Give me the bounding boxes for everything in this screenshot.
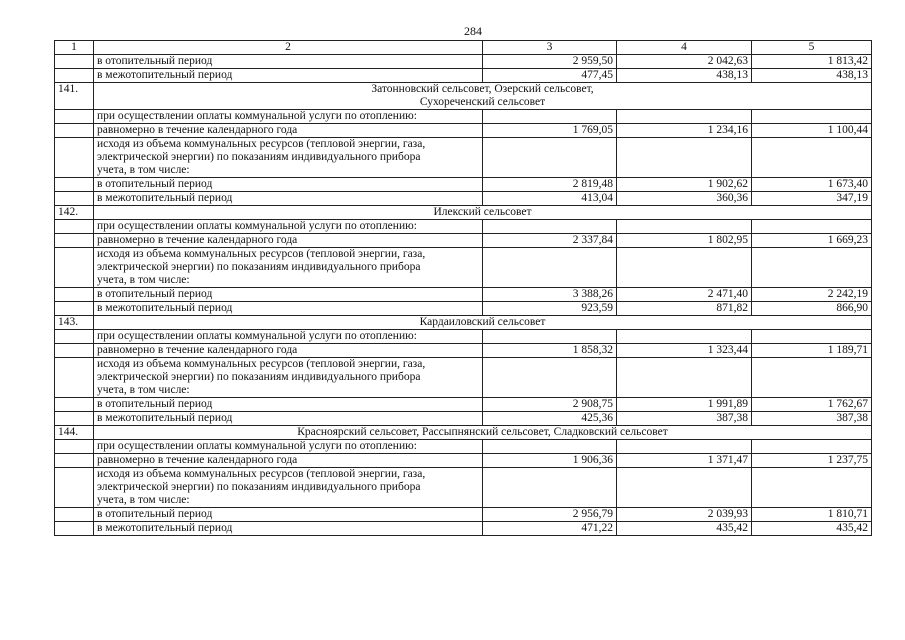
row-number-cell <box>55 302 94 316</box>
value-col5 <box>752 358 872 398</box>
value-col3: 1 858,32 <box>483 344 617 358</box>
value-col4: 387,38 <box>617 412 752 426</box>
value-col5: 387,38 <box>752 412 872 426</box>
row-label: в межотопительный период <box>94 302 483 316</box>
table-row <box>55 358 872 398</box>
row-number-cell <box>55 522 94 536</box>
row-number: 141. <box>55 83 94 110</box>
value-col3 <box>483 330 617 344</box>
row-label: равномерно в течение календарного года <box>94 124 483 138</box>
value-col4: 1 323,44 <box>617 344 752 358</box>
value-col5: 1 189,71 <box>752 344 872 358</box>
value-col4 <box>617 138 752 178</box>
row-number-cell <box>55 358 94 398</box>
table-row <box>55 110 872 124</box>
row-label-line: электрической энергии) по показаниям индивидуального прибора <box>97 151 421 163</box>
row-label-line: учета, в том числе: <box>97 164 190 176</box>
row-label: в отопительный период <box>94 288 483 302</box>
value-col4: 1 991,89 <box>617 398 752 412</box>
table-row <box>55 138 872 178</box>
settlement-title <box>94 206 872 220</box>
table-row <box>55 248 872 288</box>
value-col5: 1 762,67 <box>752 398 872 412</box>
value-col4 <box>617 248 752 288</box>
column-number-row <box>55 41 872 55</box>
value-col3: 471,22 <box>483 522 617 536</box>
value-col5 <box>752 248 872 288</box>
row-number-cell <box>55 69 94 83</box>
settlement-title <box>94 83 872 110</box>
row-number-cell <box>55 288 94 302</box>
settlement-title-row <box>55 316 872 330</box>
row-number-cell <box>55 55 94 69</box>
value-col3 <box>483 440 617 454</box>
table-row <box>55 220 872 234</box>
value-col5 <box>752 110 872 124</box>
value-col5: 435,42 <box>752 522 872 536</box>
value-col3: 2 956,79 <box>483 508 617 522</box>
value-col4: 2 042,63 <box>617 55 752 69</box>
row-label <box>94 468 483 508</box>
settlement-title-line: Красноярский сельсовет, Рассыпнянский сельсовет, Сладковский сельсовет <box>297 426 668 438</box>
value-col5: 1 669,23 <box>752 234 872 248</box>
settlement-title-row <box>55 83 872 110</box>
table-row <box>55 234 872 248</box>
table-row <box>55 124 872 138</box>
table-row <box>55 192 872 206</box>
row-label: в отопительный период <box>94 508 483 522</box>
value-col4: 1 234,16 <box>617 124 752 138</box>
value-col4 <box>617 330 752 344</box>
row-label <box>94 248 483 288</box>
value-col5: 1 100,44 <box>752 124 872 138</box>
settlement-title-line: Затонновский сельсовет, Озерский сельсовет, <box>371 83 594 95</box>
column-number-1: 1 <box>55 41 94 55</box>
row-label-line: учета, в том числе: <box>97 384 190 396</box>
value-col3: 2 908,75 <box>483 398 617 412</box>
row-label: равномерно в течение календарного года <box>94 234 483 248</box>
table-row <box>55 508 872 522</box>
row-number-cell <box>55 440 94 454</box>
value-col5 <box>752 220 872 234</box>
value-col3 <box>483 138 617 178</box>
row-label-line: электрической энергии) по показаниям индивидуального прибора <box>97 481 421 493</box>
row-number: 142. <box>55 206 94 220</box>
value-col5: 866,90 <box>752 302 872 316</box>
value-col4: 360,36 <box>617 192 752 206</box>
table-row <box>55 288 872 302</box>
value-col3: 2 337,84 <box>483 234 617 248</box>
row-number-cell <box>55 192 94 206</box>
row-label-line: учета, в том числе: <box>97 274 190 286</box>
row-label: в отопительный период <box>94 178 483 192</box>
value-col4: 1 371,47 <box>617 454 752 468</box>
value-col3 <box>483 220 617 234</box>
value-col5: 1 673,40 <box>752 178 872 192</box>
row-number-cell <box>55 138 94 178</box>
row-label: при осуществлении оплаты коммунальной услуги по отоплению: <box>94 330 483 344</box>
row-number-cell <box>55 330 94 344</box>
value-col5 <box>752 440 872 454</box>
row-label: при осуществлении оплаты коммунальной услуги по отоплению: <box>94 440 483 454</box>
row-label <box>94 358 483 398</box>
value-col5: 1 810,71 <box>752 508 872 522</box>
column-number-5: 5 <box>752 41 872 55</box>
row-label: в отопительный период <box>94 398 483 412</box>
value-col3: 923,59 <box>483 302 617 316</box>
settlement-title-line: Илекский сельсовет <box>433 206 532 218</box>
value-col4: 2 471,40 <box>617 288 752 302</box>
row-label: в межотопительный период <box>94 192 483 206</box>
value-col4: 438,13 <box>617 69 752 83</box>
row-number-cell <box>55 248 94 288</box>
row-label-line: исходя из объема коммунальных ресурсов (тепловой энергии, газа, <box>97 248 426 260</box>
value-col5: 2 242,19 <box>752 288 872 302</box>
row-number-cell <box>55 220 94 234</box>
row-label-line: исходя из объема коммунальных ресурсов (тепловой энергии, газа, <box>97 358 426 370</box>
row-number-cell <box>55 412 94 426</box>
column-number-2: 2 <box>94 41 483 55</box>
value-col4 <box>617 220 752 234</box>
value-col3 <box>483 248 617 288</box>
value-col5 <box>752 330 872 344</box>
table-row <box>55 468 872 508</box>
settlement-title <box>94 316 872 330</box>
row-number-cell <box>55 454 94 468</box>
value-col3: 1 769,05 <box>483 124 617 138</box>
column-number-4: 4 <box>617 41 752 55</box>
row-number: 143. <box>55 316 94 330</box>
value-col3: 2 819,48 <box>483 178 617 192</box>
row-number: 144. <box>55 426 94 440</box>
settlement-title-line: Сухореченский сельсовет <box>419 96 546 108</box>
row-label: равномерно в течение календарного года <box>94 344 483 358</box>
row-number-cell <box>55 344 94 358</box>
table-row <box>55 178 872 192</box>
table-row <box>55 522 872 536</box>
value-col4 <box>617 468 752 508</box>
table-row <box>55 440 872 454</box>
row-label: равномерно в течение календарного года <box>94 454 483 468</box>
row-label: в межотопительный период <box>94 522 483 536</box>
row-label <box>94 138 483 178</box>
value-col5 <box>752 138 872 178</box>
tariff-table <box>54 40 872 536</box>
row-number-cell <box>55 398 94 412</box>
row-label: при осуществлении оплаты коммунальной услуги по отоплению: <box>94 110 483 124</box>
row-number-cell <box>55 508 94 522</box>
value-col3: 1 906,36 <box>483 454 617 468</box>
row-label-line: учета, в том числе: <box>97 494 190 506</box>
value-col5: 438,13 <box>752 69 872 83</box>
row-number-cell <box>55 234 94 248</box>
settlement-groups <box>55 83 872 536</box>
settlement-title-line: Кардаиловский сельсовет <box>419 316 546 328</box>
row-label-line: электрической энергии) по показаниям индивидуального прибора <box>97 371 421 383</box>
row-label: в межотопительный период <box>94 69 483 83</box>
value-col3 <box>483 468 617 508</box>
value-col5 <box>752 468 872 508</box>
table-row <box>55 330 872 344</box>
value-col4 <box>617 358 752 398</box>
row-label-line: исходя из объема коммунальных ресурсов (тепловой энергии, газа, <box>97 468 426 480</box>
value-col5: 1 237,75 <box>752 454 872 468</box>
value-col3 <box>483 110 617 124</box>
column-number-3: 3 <box>483 41 617 55</box>
table-row <box>55 454 872 468</box>
value-col4: 435,42 <box>617 522 752 536</box>
value-col5: 1 813,42 <box>752 55 872 69</box>
value-col4: 871,82 <box>617 302 752 316</box>
row-label-line: электрической энергии) по показаниям индивидуального прибора <box>97 261 421 273</box>
value-col4: 2 039,93 <box>617 508 752 522</box>
table-row <box>55 302 872 316</box>
value-col3: 413,04 <box>483 192 617 206</box>
value-col3 <box>483 358 617 398</box>
value-col4 <box>617 440 752 454</box>
row-number-cell <box>55 110 94 124</box>
table-row <box>55 412 872 426</box>
row-label: при осуществлении оплаты коммунальной услуги по отоплению: <box>94 220 483 234</box>
row-label: в межотопительный период <box>94 412 483 426</box>
table-row <box>55 55 872 69</box>
row-label: в отопительный период <box>94 55 483 69</box>
row-number-cell <box>55 468 94 508</box>
settlement-title-row <box>55 206 872 220</box>
row-label-line: исходя из объема коммунальных ресурсов (тепловой энергии, газа, <box>97 138 426 150</box>
value-col3: 2 959,50 <box>483 55 617 69</box>
value-col3: 477,45 <box>483 69 617 83</box>
row-number-cell <box>55 178 94 192</box>
value-col4: 1 802,95 <box>617 234 752 248</box>
value-col4: 1 902,62 <box>617 178 752 192</box>
value-col3: 3 388,26 <box>483 288 617 302</box>
table-row <box>55 398 872 412</box>
value-col3: 425,36 <box>483 412 617 426</box>
settlement-title-row <box>55 426 872 440</box>
value-col4 <box>617 110 752 124</box>
table-row <box>55 69 872 83</box>
table-row <box>55 344 872 358</box>
value-col5: 347,19 <box>752 192 872 206</box>
settlement-title <box>94 426 872 440</box>
row-number-cell <box>55 124 94 138</box>
page-number: 284 <box>464 24 482 38</box>
